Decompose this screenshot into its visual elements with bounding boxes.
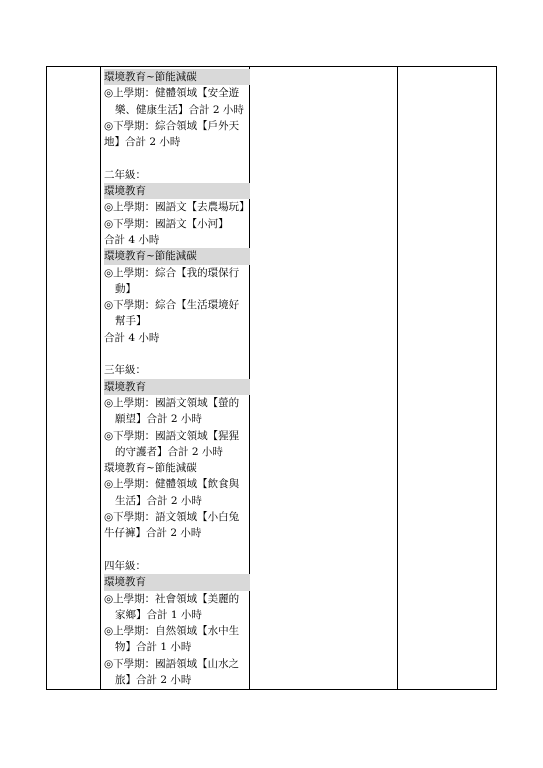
- text-line: 環境教育: [104, 574, 250, 590]
- text-line: ◎上學期：國語文領域【螢的: [104, 396, 240, 409]
- column-divider: [100, 66, 101, 690]
- text-line: 三年級：: [104, 364, 146, 377]
- text-line: ◎下學期：國語文領域【猩猩: [104, 429, 240, 442]
- text-line: 環境教育: [104, 183, 250, 199]
- text-line: ◎上學期：社會領域【美麗的: [104, 592, 240, 605]
- text-line: ◎下學期：綜合領域【戶外天: [104, 119, 240, 132]
- text-line: 環境教育~節能減碳: [104, 462, 197, 475]
- text-line: ◎上學期：健體領域【安全遊: [104, 87, 240, 100]
- text-line: 旅】合計 2 小時: [115, 673, 192, 686]
- text-line: ◎上學期：綜合【我的環保行: [104, 266, 240, 279]
- text-line: 的守護者】合計 2 小時: [115, 445, 223, 458]
- text-line: ◎下學期：綜合【生活環境好: [104, 299, 240, 312]
- text-line: ◎下學期：語文領域【小白兔: [104, 511, 240, 524]
- text-line: 願望】合計 2 小時: [115, 413, 202, 426]
- text-line: 環境教育: [104, 379, 250, 395]
- text-line: 二年級：: [104, 168, 146, 181]
- column-divider: [397, 66, 398, 690]
- text-line: 物】合計 1 小時: [115, 641, 192, 654]
- text-line: 合計 4 小時: [104, 331, 160, 344]
- text-line: 樂、健康生活】合計 2 小時: [115, 103, 244, 116]
- blank-line: [104, 150, 250, 166]
- text-line: 合計 4 小時: [104, 233, 160, 246]
- blank-line: [104, 542, 250, 558]
- text-line: ◎下學期：國語領域【山水之: [104, 657, 240, 670]
- text-line: 動】: [115, 282, 136, 295]
- blank-line: [104, 346, 250, 362]
- text-line: ◎下學期：國語文【小河】: [104, 217, 229, 230]
- text-line: 環境教育~節能減碳: [104, 69, 250, 85]
- curriculum-cell: [104, 69, 250, 688]
- text-line: ◎上學期：國語文【去農場玩】: [104, 201, 250, 214]
- text-line: 幫手】: [115, 315, 147, 328]
- text-line: 生活】合計 2 小時: [115, 494, 202, 507]
- text-line: ◎上學期：自然領域【水中生: [104, 625, 240, 638]
- text-line: 牛仔褲】合計 2 小時: [104, 527, 202, 540]
- text-line: 地】合計 2 小時: [104, 136, 181, 149]
- text-line: ◎上學期：健體領域【飲食與: [104, 478, 240, 491]
- text-line: 家鄉】合計 1 小時: [115, 608, 202, 621]
- text-line: 四年級：: [104, 559, 146, 572]
- text-line: 環境教育~節能減碳: [104, 248, 250, 264]
